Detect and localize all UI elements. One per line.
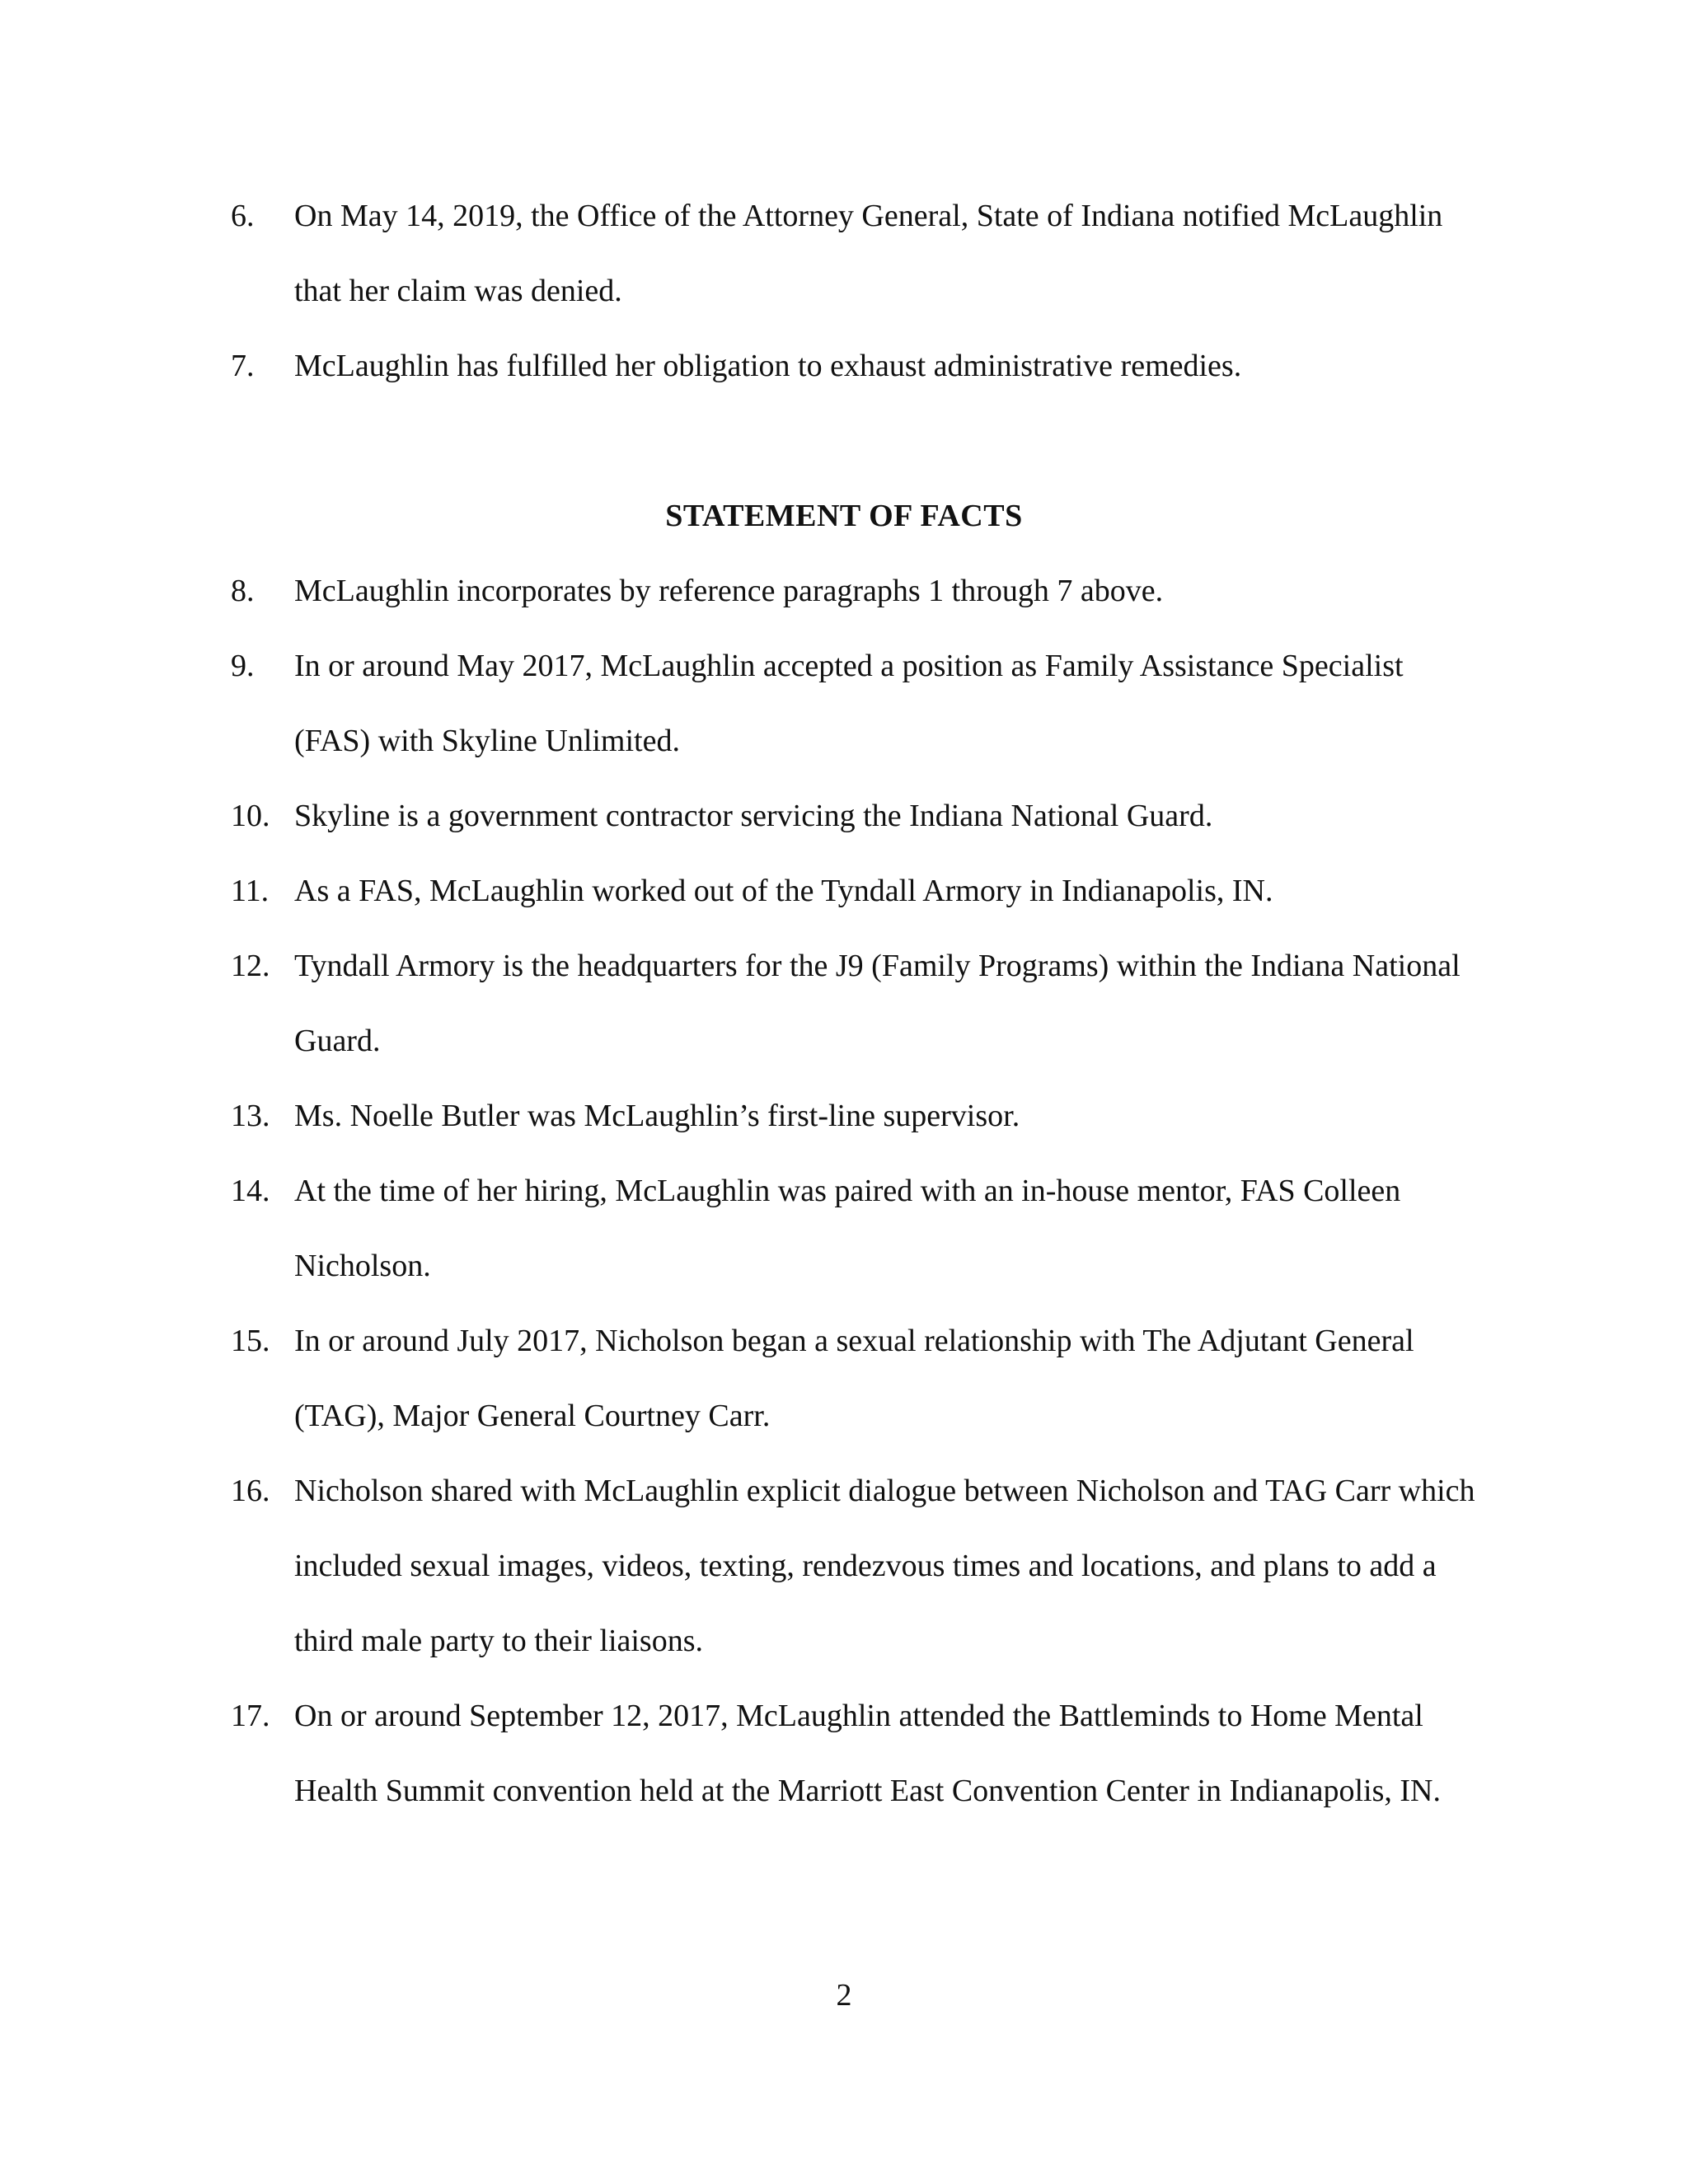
paragraph-text: On or around September 12, 2017, McLaughlin attended the Battleminds to Home Mental Health Summit convention held at the Marriott East Convention Center in Indianapolis, IN. [294,1699,1441,1808]
section-heading: STATEMENT OF FACTS [665,499,1023,533]
paragraph-13 [231,1079,1484,1154]
paragraph-text: Ms. Noelle Butler was McLaughlin’s first-line supervisor. [294,1099,1020,1133]
paragraph-number: 14. [231,1174,270,1208]
paragraph-9 [231,629,1484,779]
paragraph-number: 11. [231,874,270,908]
paragraph-text: Tyndall Armory is the headquarters for the J9 (Family Programs) within the Indiana National Guard. [294,949,1461,1058]
paragraph-number: 17. [231,1699,270,1733]
paragraph-text: As a FAS, McLaughlin worked out of the Tyndall Armory in Indianapolis, IN. [294,874,1273,908]
paragraph-text: Skyline is a government contractor servicing the Indiana National Guard. [294,799,1213,833]
paragraph-17 [231,1679,1484,1829]
paragraph-number: 16. [231,1474,270,1508]
paragraph-text: In or around July 2017, Nicholson began a sexual relationship with The Adjutant General (TAG), Major General Courtney Carr. [294,1324,1414,1433]
paragraph-number: 9. [231,649,255,683]
paragraph-text: McLaughlin incorporates by reference paragraphs 1 through 7 above. [294,574,1164,608]
paragraph-10 [231,779,1484,854]
paragraph-number: 6. [231,199,255,233]
page-number: 2 [836,1978,852,2013]
paragraph-12 [231,929,1484,1079]
paragraph-number: 8. [231,574,255,608]
paragraph-15 [231,1304,1484,1454]
paragraph-8 [231,554,1484,629]
paragraph-14 [231,1154,1484,1304]
paragraph-text: On May 14, 2019, the Office of the Attorney General, State of Indiana notified McLaughlin that her claim was denied. [294,199,1443,308]
paragraph-text: McLaughlin has fulfilled her obligation to exhaust administrative remedies. [294,349,1242,383]
paragraph-text: In or around May 2017, McLaughlin accepted a position as Family Assistance Specialist (FAS) with Skyline Unlimited. [294,649,1404,758]
paragraph-text: Nicholson shared with McLaughlin explicit dialogue between Nicholson and TAG Carr which included sexual images, videos, texting, rendezvous times and locations, and plans to add a third male party to their liaisons. [294,1474,1475,1658]
paragraph-6 [231,179,1484,329]
paragraph-number: 13. [231,1099,270,1133]
paragraph-7 [231,329,1484,404]
paragraph-11 [231,854,1484,929]
paragraph-number: 7. [231,349,255,383]
paragraph-text: At the time of her hiring, McLaughlin was paired with an in-house mentor, FAS Colleen Nicholson. [294,1174,1401,1283]
paragraph-16 [231,1454,1484,1679]
paragraph-number: 10. [231,799,270,833]
paragraph-number: 15. [231,1324,270,1358]
paragraph-number: 12. [231,949,270,983]
